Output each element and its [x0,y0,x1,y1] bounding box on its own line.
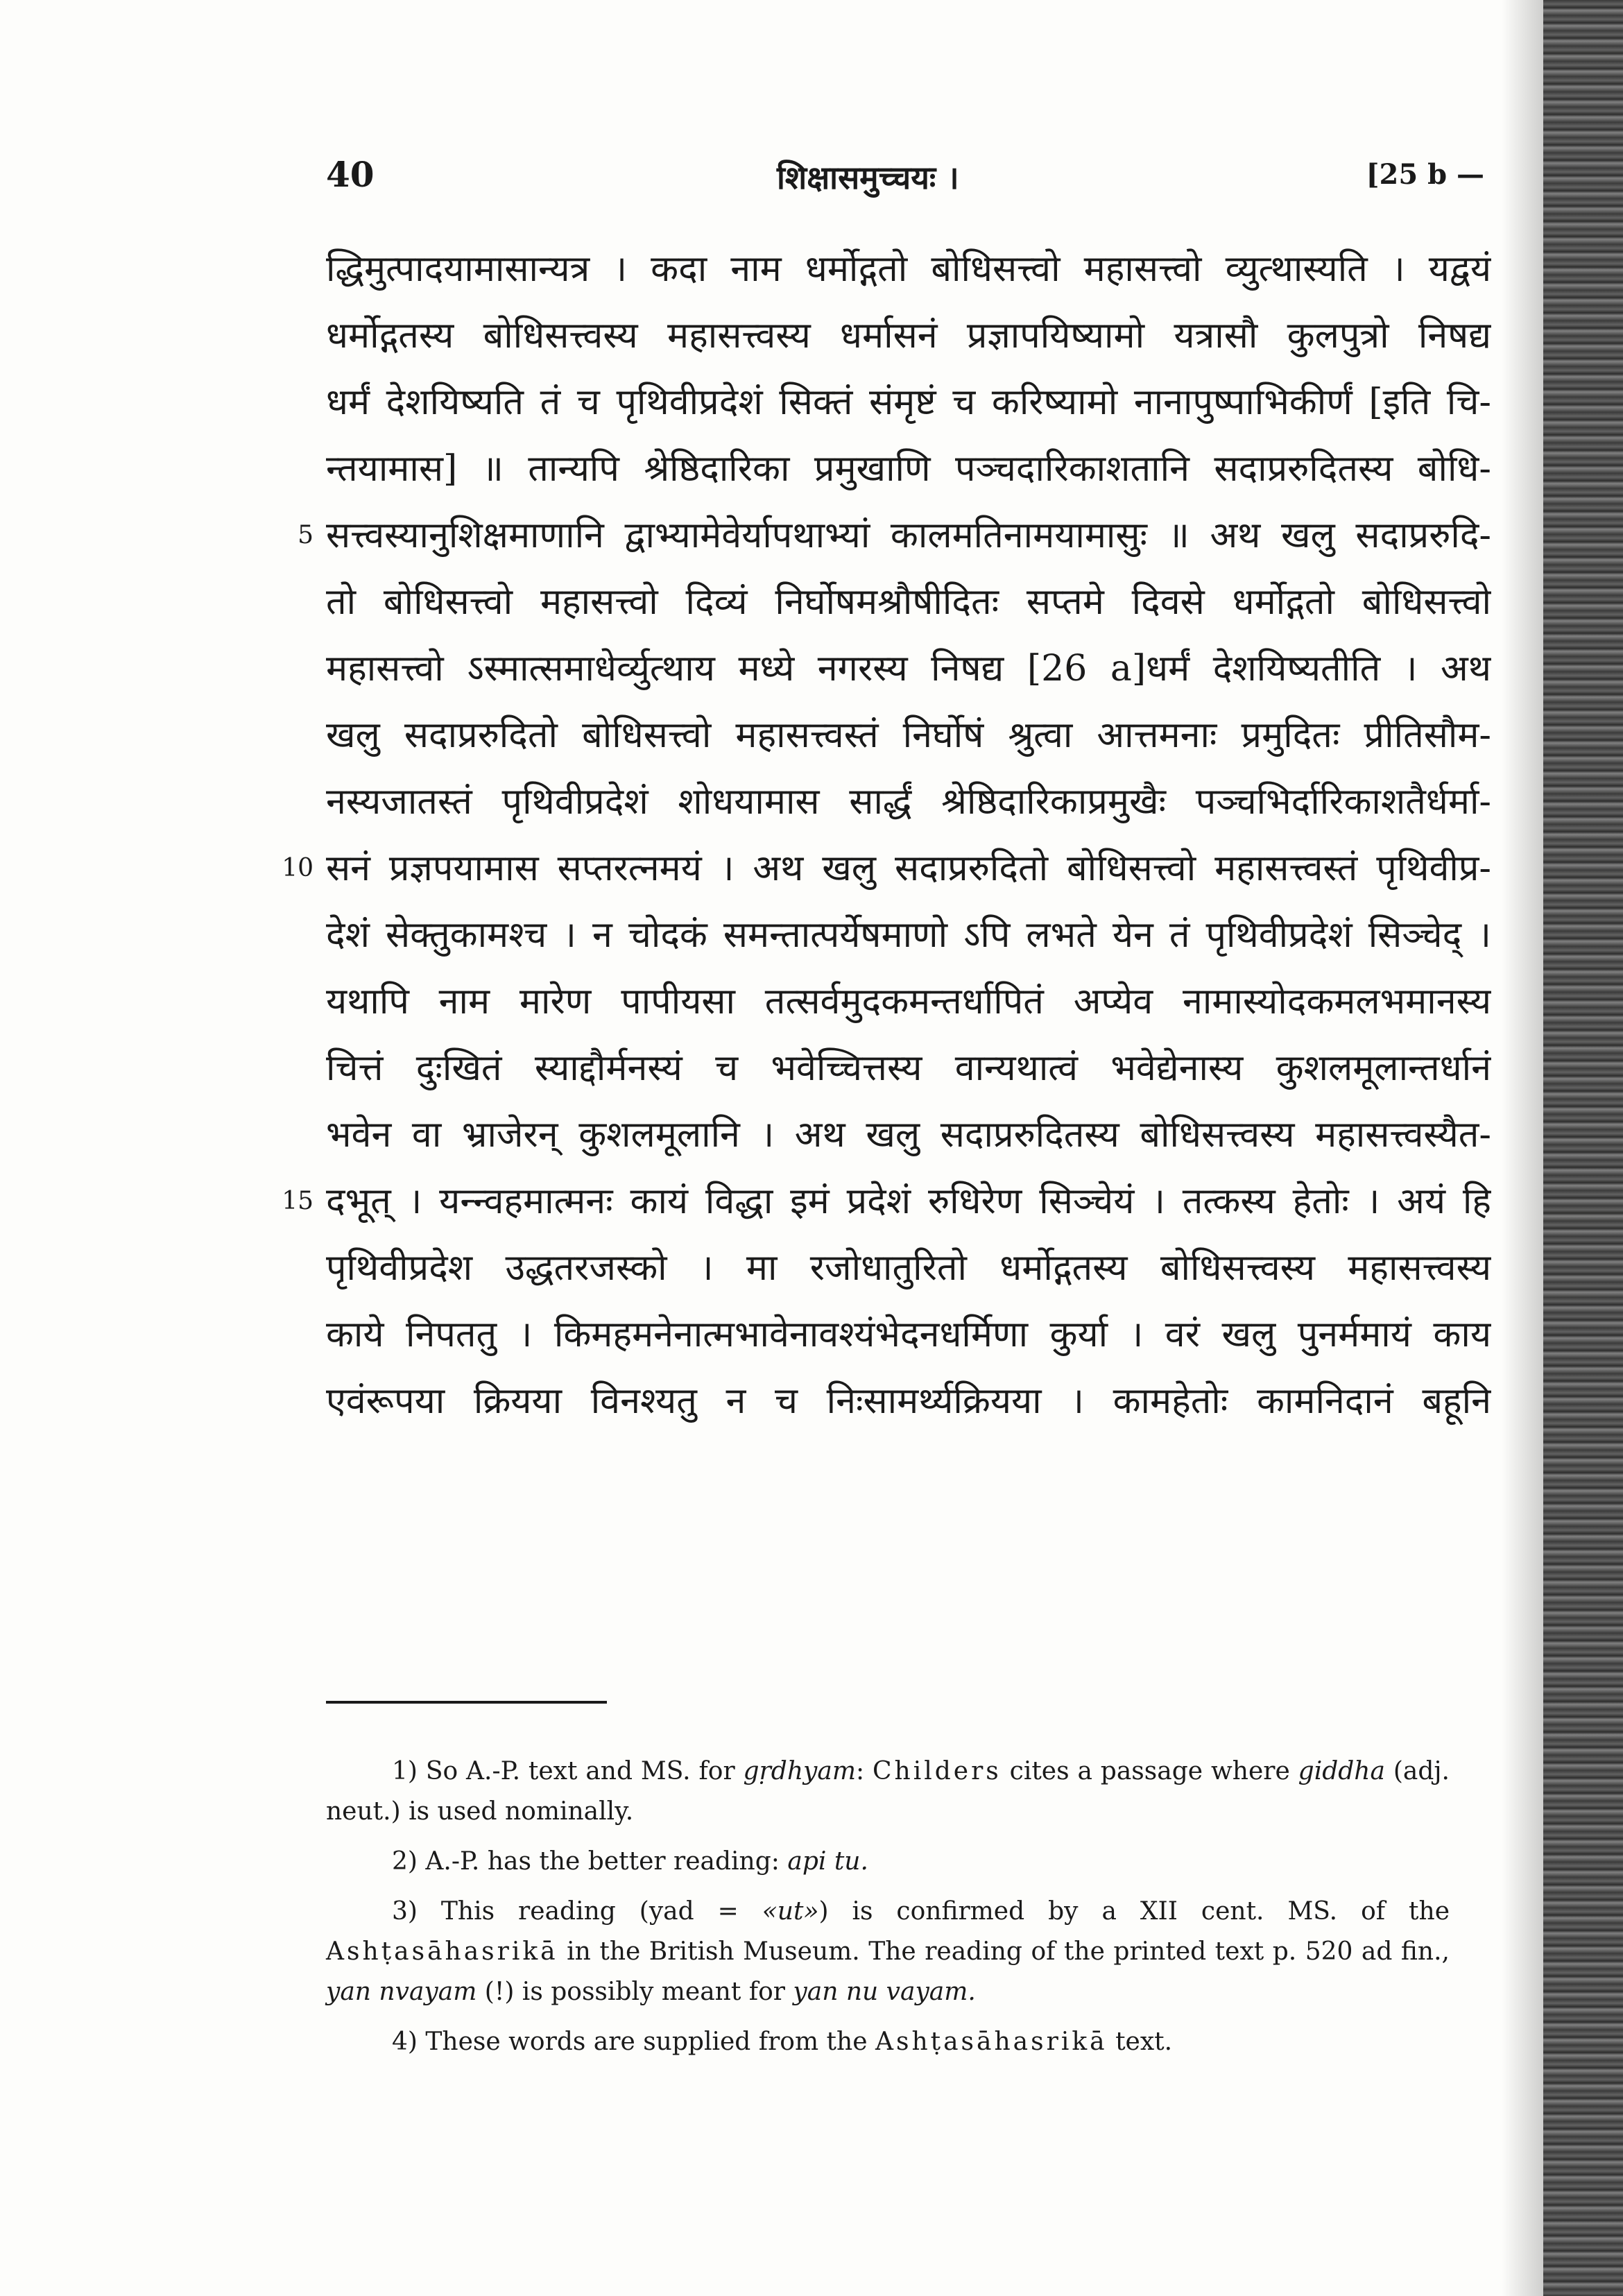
text-line [326,635,1491,702]
footnote-4 [326,2022,1450,2062]
text-line [326,968,1491,1035]
footnote-text-run: : [855,1757,873,1785]
line-number: 5 [298,521,314,549]
footnote-text-run: yan nu vayam. [793,1978,976,2006]
text-line [326,1368,1491,1434]
text-line [282,1168,1491,1235]
text-line [326,1235,1491,1301]
text-line [326,569,1491,635]
sanskrit-line: भवेन वा भ्राजेरन् कुशलमूलानि । अथ खलु सदाप्ररुदितस्य बोधिसत्त्वस्य महासत्त्वस्यैत- [326,1114,1491,1156]
text-line [326,1035,1491,1102]
text-line [326,769,1491,835]
sanskrit-line: यथापि नाम मारेण पापीयसा तत्सर्वमुदकमन्तर्धापितं अप्येव नामास्योदकमलभमानस्य [326,981,1491,1022]
footnote-text-run: in the British Museum. The reading of the printed text p. 520 ad fin., [558,1937,1450,1966]
line-number: 15 [282,1187,314,1215]
footnote-text-run: yan nvayam [326,1978,477,2006]
sanskrit-line: काये निपततु । किमहमनेनात्मभावेनावश्यंभेदनधर्मिणा कुर्या । वरं खलु पुनर्ममायं काय [326,1314,1491,1355]
footnote-1 [326,1751,1450,1832]
footnote-text-run: Childers [872,1757,1002,1785]
text-line [326,236,1491,302]
scan-binding-edge [1543,0,1623,2296]
text-line [326,902,1491,968]
text-line [326,436,1491,502]
text-line [326,702,1491,769]
footnote-2 [326,1842,1450,1882]
footnote-text-run: Ashṭasāhasrikā [326,1937,558,1966]
sanskrit-line: सनं प्रज्ञपयामास सप्तरत्नमयं । अथ खलु सदाप्ररुदितो बोधिसत्त्वो महासत्त्वस्तं पृथिवीप्र- [326,848,1491,889]
folio-reference: [25 b — [1366,158,1484,191]
sanskrit-line: सत्त्वस्यानुशिक्षमाणानि द्वाभ्यामेवेर्यापथाभ्यां कालमतिनामयामासुः ॥ अथ खलु सदाप्ररुदि- [326,515,1491,556]
footnote-text-run: (!) is possibly meant for [476,1978,793,2006]
footnotes-block [326,1751,1450,2072]
footnote-text-run: 1) So A.-P. text and MS. for [392,1757,744,1785]
footnote-text-run: Ashṭasāhasrikā [875,2028,1108,2056]
running-title: शिक्षासमुच्चयः । [777,159,959,196]
footnote-text-run: cites a passage where [1001,1757,1298,1785]
sanskrit-line: दभूत् । यन्न्वहमात्मनः कायं विद्धा इमं प्रदेशं रुधिरेण सिञ्चेयं । तत्कस्य हेतोः । अयं हि [326,1181,1491,1222]
sanskrit-line: द्धिमुत्पादयामासान्यत्र । कदा नाम धर्मोद्गतो बोधिसत्त्वो महासत्त्वो व्युत्थास्यति । यद्वयं [326,248,1491,290]
footnote-text-run: text. [1107,2028,1173,2056]
footnote-text-run: gṛdhyam [743,1757,856,1785]
sanskrit-line: एवंरूपया क्रियया विनश्यतु न च निःसामर्थ्यक्रियया । कामहेतोः कामनिदानं बहूनि [326,1380,1491,1422]
text-line [326,1301,1491,1368]
sanskrit-line: महासत्त्वो ऽस्मात्समाधेर्व्युत्थाय मध्ये नगरस्य निषद्य [26 a]धर्मं देशयिष्यतीति । अथ [326,648,1491,689]
footnote-3 [326,1892,1450,2012]
main-text-block [282,236,1491,1434]
footnote-text-run: ) is confirmed by a XII cent. MS. of the [818,1897,1450,1926]
footnote-text-run: giddha [1298,1757,1385,1785]
line-number: 10 [282,854,314,882]
text-line [282,835,1491,902]
footnote-text-run: 4) These words are supplied from the [392,2028,875,2056]
sanskrit-line: नस्यजातस्तं पृथिवीप्रदेशं शोधयामास सार्द्धं श्रेष्ठिदारिकाप्रमुखैः पञ्चभिर्दारिकाशतैर्धर्मा- [326,781,1491,823]
footnote-text-run: «ut» [762,1897,819,1926]
sanskrit-line: धर्मं देशयिष्यति तं च पृथिवीप्रदेशं सिक्तं संमृष्टं च करिष्यामो नानापुष्पाभिकीर्णं [इति चि- [326,382,1491,423]
text-line [326,302,1491,369]
footnote-text-run: 2) A.-P. has the better reading: [392,1847,788,1876]
footnote-text-run: (adj. neut.) is used nominally. [326,1757,1450,1826]
footnote-rule [326,1701,607,1704]
page-number: 40 [326,154,375,195]
text-line [298,502,1491,569]
text-line [326,369,1491,436]
page-header [326,154,1484,203]
sanskrit-line: तो बोधिसत्त्वो महासत्त्वो दिव्यं निर्घोषमश्रौषीदितः सप्तमे दिवसे धर्मोद्गतो बोधिसत्त्वो [326,581,1491,623]
text-line [326,1102,1491,1168]
sanskrit-line: न्तयामास] ॥ तान्यपि श्रेष्ठिदारिका प्रमुखाणि पञ्चदारिकाशतानि सदाप्ररुदितस्य बोधि- [326,448,1491,490]
sanskrit-line: चित्तं दुःखितं स्याद्दौर्मनस्यं च भवेच्चित्तस्य वान्यथात्वं भवेद्येनास्य कुशलमूलान्तर्धानं [326,1047,1491,1089]
sanskrit-line: खलु सदाप्ररुदितो बोधिसत्त्वो महासत्त्वस्तं निर्घोषं श्रुत्वा आत्तमनाः प्रमुदितः प्रीतिसौम- [326,714,1491,756]
scan-shadow [1502,0,1543,2296]
footnote-text-run: api tu. [787,1847,868,1876]
sanskrit-line: धर्मोद्गतस्य बोधिसत्त्वस्य महासत्त्वस्य धर्मासनं प्रज्ञापयिष्यामो यत्रासौ कुलपुत्रो निषद्य [326,315,1491,357]
sanskrit-line: पृथिवीप्रदेश उद्धतरजस्को । मा रजोधातुरितो धर्मोद्गतस्य बोधिसत्त्वस्य महासत्त्वस्य [326,1247,1491,1289]
footnote-text-run: 3) This reading (yad = [392,1897,762,1926]
sanskrit-line: देशं सेक्तुकामश्च । न चोदकं समन्तात्पर्येषमाणो ऽपि लभते येन तं पृथिवीप्रदेशं सिञ्चेद् । [326,914,1491,956]
